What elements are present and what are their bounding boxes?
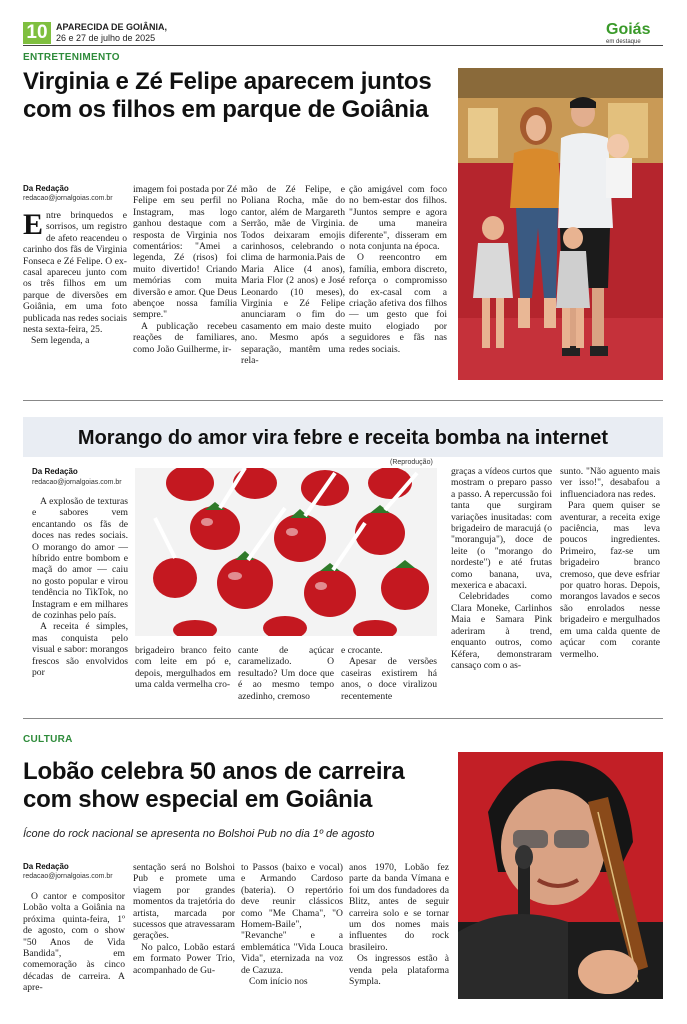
article-headline[interactable]: Lobão celebra 50 anos de carreira com show especial em Goiânia xyxy=(23,758,405,813)
byline-email[interactable]: redacao@jornalgoias.com.br xyxy=(32,479,122,486)
lobao-photo[interactable] xyxy=(458,752,663,999)
article-column-4 xyxy=(349,862,449,987)
article-column-3 xyxy=(241,862,343,987)
article-headline[interactable]: Virginia e Zé Felipe aparecem juntos com os filhos em parque de Goiânia xyxy=(23,68,432,123)
article-column-3 xyxy=(241,184,345,367)
lobao-photo-illustration xyxy=(458,752,663,999)
paragraph: A explosão de texturas e sabores vem encantando os fãs de doces nas redes sociais. O morango do amor — híbrido entre bombom e maçã do amor — caiu no gosto popular e virou tendência no TikTok, no Instagram e em milhares de cozinhas pelo país. xyxy=(32,496,128,622)
article-column-2 xyxy=(135,645,231,691)
article-headline[interactable]: Morango do amor vira febre e receita bomba na internet xyxy=(77,427,609,449)
paragraph: A receita é simples, mas conquista pelo visual e sabor: morangos frescos são envolvidos por xyxy=(32,621,128,679)
paragraph: anos 1970, Lobão fez parte da banda Vímana e foi um dos fundadores da Blitz, antes de seguir carreira solo e se tornar um dos nomes mais influentes do rock brasileiro. xyxy=(349,862,449,953)
logo-subtext: em destaque xyxy=(606,39,641,45)
edition-city: APARECIDA DE GOIÂNIA, xyxy=(56,22,168,32)
byline: Da Redação xyxy=(23,862,69,871)
paragraph: ntre brinquedos e sorrisos, um registro de afeto reacendeu o carinho dos fãs de Virginia Fonseca e Zé Felipe. O ex-casal apareceu junto com os três filhos em um parque de diversões em Goiânia, em uma foto publicada nas redes sociais nesta sexta-feira, 25. xyxy=(23,210,127,336)
article-column-2 xyxy=(133,184,237,355)
article-subtitle: Ícone do rock nacional se apresenta no Bolshoi Pub no dia 1º de agosto xyxy=(23,828,375,840)
paragraph: Para quem quiser se aventurar, a receita exige paciência, mas leva poucos ingredientes. Primeiro, faz-se um brigadeiro branco cremoso, que deve esfriar por quatro horas. Depois, morangos lavados e secos são enrolados nesse brigadeiro e mergulhados em uma calda quente de açúcar com corante vermelho. xyxy=(560,500,660,660)
byline-email[interactable]: redacao@jornalgoias.com.br xyxy=(23,873,113,880)
section-tag-entertainment: ENTRETENIMENTO xyxy=(23,52,120,63)
paragraph: Apesar de versões caseiras existirem há anos, o doce viralizou recentemente xyxy=(341,656,437,702)
byline: Da Redação xyxy=(23,184,69,193)
byline-block xyxy=(23,184,133,203)
article-column-1 xyxy=(23,210,127,347)
paragraph: mão de Zé Felipe, e Poliana Rocha, mãe do cantor, além de Margareth Serrão, mãe de Virginia. Todos deixaram emojis carinhosos, celebrando o clima de harmonia.Pais de Maria Alice (4 anos), Maria Flor (2 anos) e José Leonardo (10 meses), Virginia e Zé Felipe anunciaram o fim do casamento em maio deste ano. Mesmo após a separação, mantêm uma rela- xyxy=(241,184,345,367)
paragraph: sentação será no Bolshoi Pub e promete uma viagem por grandes momentos da trajetória do artista, marcada por sucessos que atravessaram gerações. xyxy=(133,862,235,942)
article-column-5 xyxy=(451,466,552,671)
byline: Da Redação xyxy=(32,467,78,476)
byline-email[interactable]: redacao@jornalgoias.com.br xyxy=(23,195,113,202)
section-divider xyxy=(23,718,663,719)
article-column-1 xyxy=(32,496,128,679)
byline-block xyxy=(23,862,133,881)
paragraph: Os ingressos estão à venda pela plataforma Sympla. xyxy=(349,953,449,988)
paragraph: No palco, Lobão estará em formato Power Trio, acompanhado de Gu- xyxy=(133,941,235,976)
section-tag-culture: CULTURA xyxy=(23,734,73,745)
article-column-3 xyxy=(238,645,334,702)
paragraph: Com início nos xyxy=(249,976,308,988)
paragraph: e crocante. xyxy=(341,645,383,656)
article-column-4 xyxy=(349,184,447,355)
newspaper-logo[interactable] xyxy=(606,22,664,44)
page-number: 10 xyxy=(23,22,51,44)
logo-text: Goiás xyxy=(606,21,651,38)
paragraph: O reencontro em família, embora discreto, reforça o compromisso do ex-casal com a criação afetiva dos filhos — um gesto que foi muito elogiado por seguidores e fãs nas redes sociais. xyxy=(349,252,447,355)
paragraph: A publicação recebeu reações de familiares, como João Guilherme, ir- xyxy=(133,320,237,355)
article-column-6 xyxy=(560,466,660,660)
photo-credit: (Reprodução) xyxy=(390,459,433,466)
paragraph: imagem foi postada por Zé Felipe em seu perfil no Instagram, mas logo ganhou destaque com a resposta de Virginia nos comentários: "Amei a legenda, Zé (risos) foi muito divertido! Criando memórias com muita diversão e amor. Que Deus abençoe nossa família sempre." xyxy=(133,184,237,321)
edition-date: 26 e 27 de julho de 2025 xyxy=(56,33,156,43)
paragraph: to Passos (baixo e vocal) e Armando Cardoso (bateria). O repertório deve reunir clássicos como "Me Chama", "O Homem-Baile", "Revanche" e a emblemática "Vida Louca Vida", eternizada na voz de Cazuza. xyxy=(241,862,343,976)
paragraph: brigadeiro branco feito com leite em pó e, depois, mergulhados em uma calda vermelha cro- xyxy=(135,645,231,691)
header-rule xyxy=(23,45,663,46)
family-photo-illustration xyxy=(458,68,663,380)
paragraph: O cantor e compositor Lobão volta a Goiânia na próxima quinta-feira, 1º de agosto, com o show "50 Anos de Vida Bandida", em comemoração às cinco décadas de carreira. A apre- xyxy=(23,891,125,994)
strawberries-photo[interactable] xyxy=(135,468,437,636)
drop-cap: E xyxy=(23,208,44,241)
edition-info xyxy=(56,22,167,44)
paragraph: graças a vídeos curtos que mostram o preparo passo a passo. A repercussão foi tanta que surgiram variações inusitadas: com brigadeiro de maracujá (o "moranguja"), doce de leite (o "morango do nordeste") e até frutas como banana, uva, mexerica e abacaxi. xyxy=(451,466,552,592)
article-column-4 xyxy=(341,645,437,702)
paragraph: ção amigável com foco no bem-estar dos filhos. "Juntos sempre e agora de uma maneira diferente", disseram em nota conjunta na época. xyxy=(349,184,447,253)
paragraph: Sem legenda, a xyxy=(31,335,90,347)
paragraph: cante de açúcar caramelizado. O resultado? Um doce que é ao mesmo tempo azedinho, cremoso xyxy=(238,645,334,702)
paragraph: Celebridades como Clara Moneke, Carlinhos Maia e Samara Pink aderiram à trend, enquanto outros, como Kéfera, demonstraram cansaço com o as- xyxy=(451,591,552,671)
family-photo[interactable] xyxy=(458,68,663,380)
section-divider xyxy=(23,400,663,401)
article-column-2 xyxy=(133,862,235,976)
strawberries-illustration xyxy=(135,468,437,636)
paragraph: sunto. "Não aguento mais ver isso!", desabafou a influenciadora nas redes. xyxy=(560,466,660,500)
article-column-1 xyxy=(23,891,125,994)
